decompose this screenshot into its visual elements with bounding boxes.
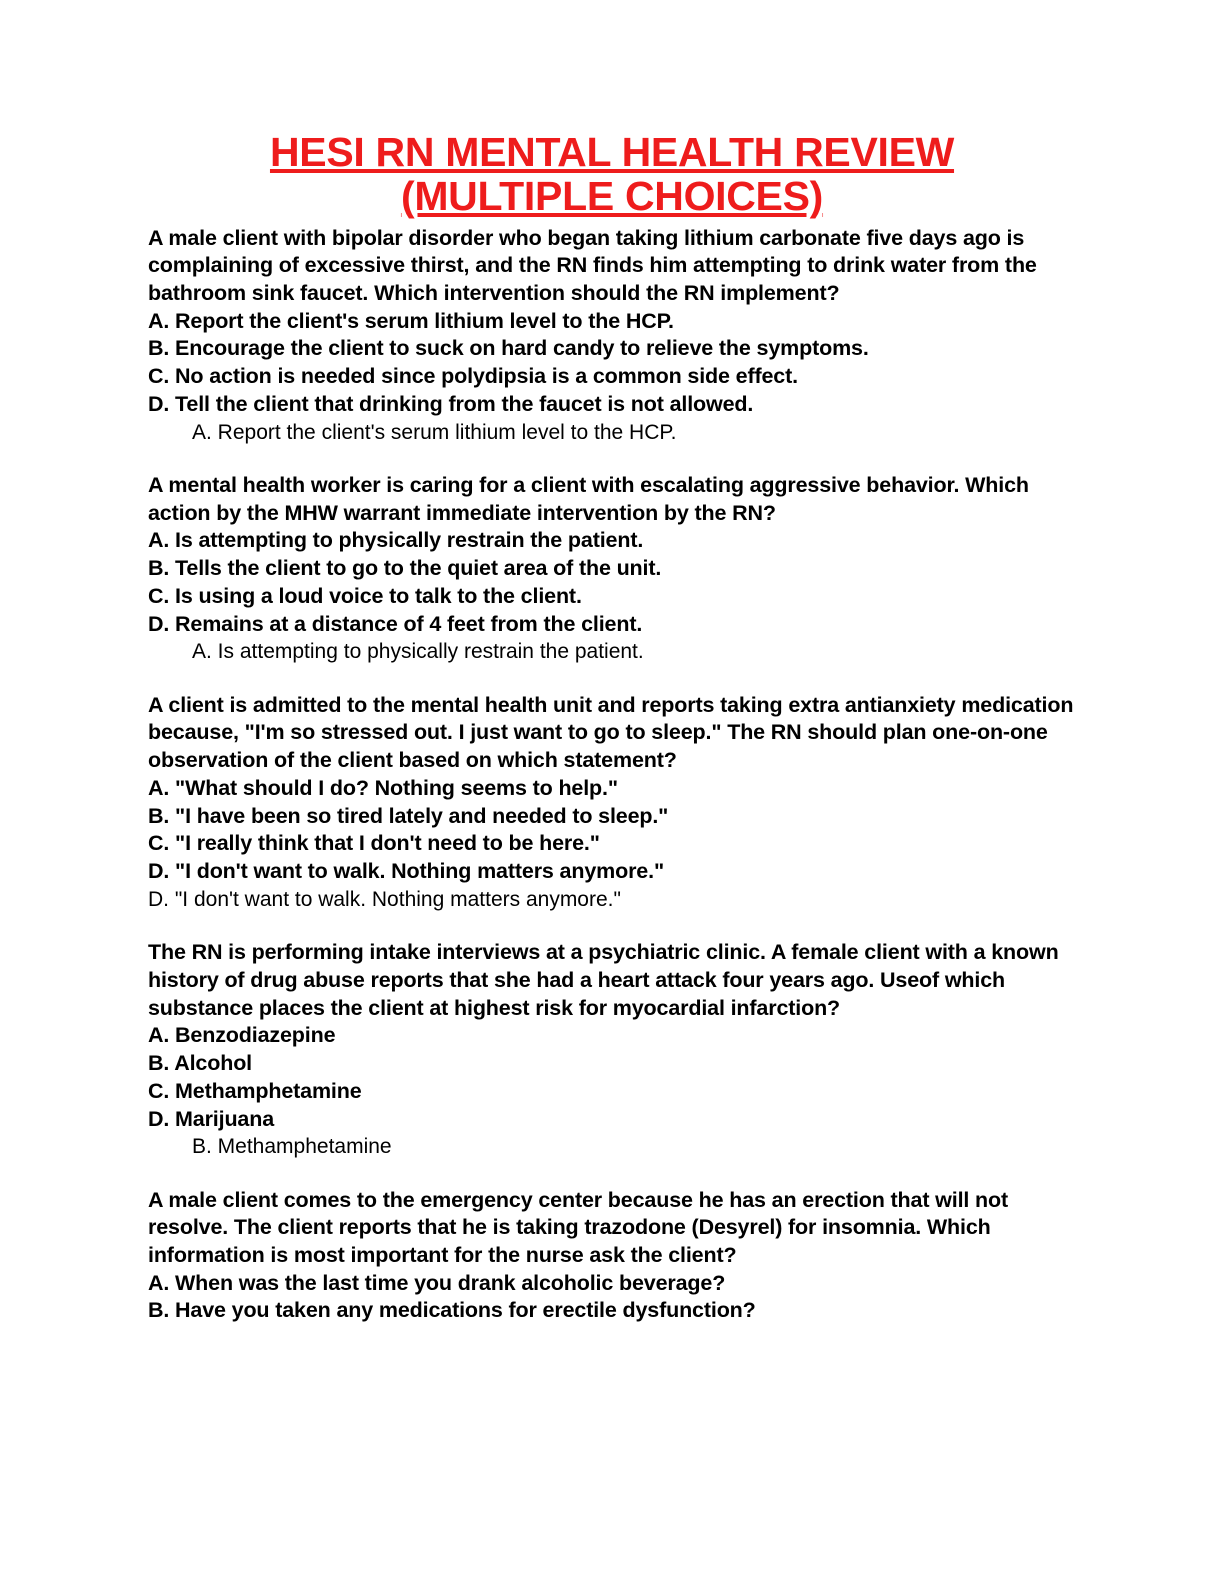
question-option: D. "I don't want to walk. Nothing matters anymore." [148,859,664,884]
question-option: C. Is using a loud voice to talk to the client. [148,583,582,608]
question-option: C. No action is needed since polydipsia is a common side effect. [148,364,798,389]
question-option: B. Encourage the client to suck on hard candy to relieve the symptoms. [148,336,869,361]
question-option: C. Methamphetamine [148,1078,362,1103]
question-option: D. Tell the client that drinking from the faucet is not allowed. [148,391,754,416]
page-title [148,130,1076,219]
question-option: D. Marijuana [148,1106,275,1131]
page-title-line-1: HESI RN MENTAL HEALTH REVIEW [269,129,955,175]
question-option: D. Remains at a distance of 4 feet from the client. [148,611,643,636]
question-option: B. Have you taken any medications for erectile dysfunction? [148,1298,756,1323]
question-answer: D. "I don't want to walk. Nothing matters anymore." [148,887,621,911]
question-option: B. "I have been so tired lately and needed to sleep." [148,803,669,828]
question-option: A. Benzodiazepine [148,1023,336,1048]
question-block [148,692,1076,913]
question-stem: A client is admitted to the mental health unit and reports taking extra antianxiety medication because, "I'm so stressed out. I just want to go to sleep." The RN should plan one-on-one observation of the client based on which statement? [148,692,1074,773]
question-block [148,225,1076,446]
question-option: C. "I really think that I don't need to be here." [148,831,600,856]
question-stem: A mental health worker is caring for a client with escalating aggressive behavior. Which action by the MHW warrant immediate intervention by the RN? [148,472,1029,525]
question-stem: A male client with bipolar disorder who began taking lithium carbonate five days ago is complaining of excessive thirst, and the RN finds him attempting to drink water from the bathroom sink faucet. Which intervention should the RN implement? [148,225,1037,305]
question-stem: A male client comes to the emergency center because he has an erection that will not resolve. The client reports that he is taking trazodone (Desyrel) for insomnia. Which information is most important for the nurse ask the client? [148,1187,1009,1268]
question-answer: A. Is attempting to physically restrain the patient. [192,640,644,664]
question-answer: B. Methamphetamine [192,1135,392,1159]
question-option: B. Tells the client to go to the quiet area of the unit. [148,556,662,581]
question-answer: A. Report the client's serum lithium level to the HCP. [192,420,677,444]
question-option: A. Report the client's serum lithium level to the HCP. [148,308,674,333]
page-title-line-2: (MULTIPLE CHOICES) [400,173,824,220]
question-block [148,1187,1076,1326]
question-option: A. Is attempting to physically restrain the patient. [148,528,644,553]
question-stem: The RN is performing intake interviews at a psychiatric clinic. A female client with a known history of drug abuse reports that she had a heart attack four years ago. Useof which substance places the client at highest risk for myocardial infarction? [148,940,1059,1020]
question-option: A. When was the last time you drank alcoholic beverage? [148,1270,726,1295]
question-option: B. Alcohol [148,1051,253,1076]
question-option: A. "What should I do? Nothing seems to help." [148,775,618,800]
question-block [148,939,1076,1160]
question-block [148,472,1076,666]
